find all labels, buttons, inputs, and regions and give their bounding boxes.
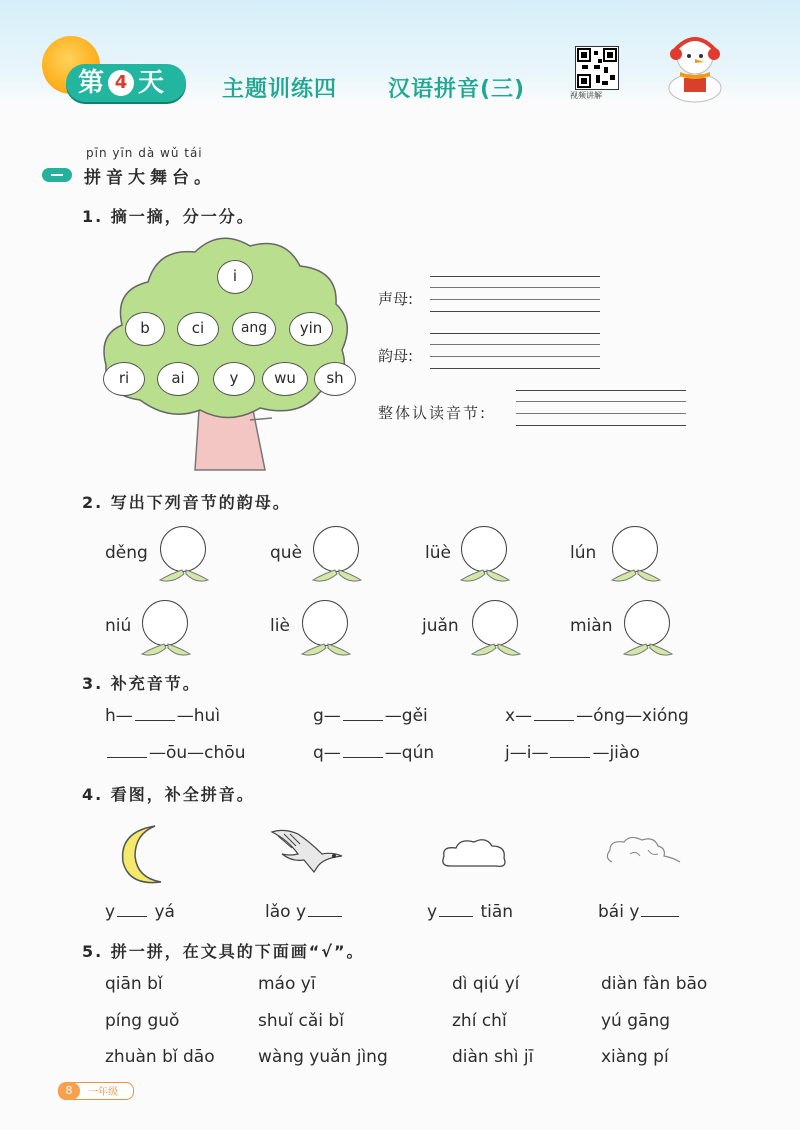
prefix: h— [105,706,133,726]
day-number: 4 [108,70,134,96]
q3-title: 3. 补充音节。 [82,674,201,693]
picture-pinyin-item[interactable] [105,902,175,922]
page-title: 主题训练四 [222,77,338,102]
word-option[interactable]: diàn fàn bāo [601,974,708,994]
apple-item[interactable]: b [125,312,165,346]
suffix: tiān [480,902,514,922]
section-title: 拼音大舞台。 [84,168,216,188]
qr-label: 视频讲解 [570,91,602,100]
word-option[interactable]: dì qiú yí [452,974,520,994]
syllable-label: lún [570,543,597,563]
q1-title: 1. 摘一摘，分一分。 [82,207,255,226]
word-option[interactable]: xiàng pí [601,1047,669,1067]
apple-item[interactable]: ang [232,312,276,346]
suffix: —ōu—chōu [149,743,246,763]
blank-line[interactable] [135,706,175,721]
page-subtitle: 汉语拼音(三) [388,77,526,102]
prefix: y [105,902,116,922]
grade-label: 一年级 [88,1087,118,1098]
fill-syllable-item[interactable] [313,706,428,726]
blank-line[interactable] [107,743,147,758]
word-option[interactable]: píng guǒ [105,1011,180,1031]
apple-item[interactable]: y [213,362,255,396]
blank-line[interactable] [308,902,342,917]
syllable-label: liè [270,616,290,636]
word-option[interactable]: qiān bǐ [105,974,163,994]
fill-syllable-item[interactable] [505,743,640,763]
suffix: —óng—xióng [576,706,689,726]
prefix: q— [313,743,341,763]
blank-line[interactable] [343,743,383,758]
picture-pinyin-item[interactable] [427,902,513,922]
word-option[interactable]: wàng yuǎn jìng [258,1047,388,1067]
suffix: —jiào [592,743,640,763]
blank-line[interactable] [439,902,473,917]
prefix: lǎo y [265,902,307,922]
picture-pinyin-item[interactable] [265,902,344,922]
syllable-label: děng [105,543,148,563]
zhengti-label: 整体认读音节: [378,404,488,422]
suffix: —gěi [384,706,428,726]
word-option[interactable]: yú gāng [601,1011,671,1031]
syllable-label: niú [105,616,132,636]
prefix: j—i— [505,743,549,763]
section-pinyin: pīn yīn dà wǔ tái [86,146,203,160]
yunmu-label: 韵母: [378,347,414,365]
day-label-pre: 第 [78,68,105,98]
fill-syllable-item[interactable] [105,706,220,726]
apple-item[interactable]: ci [177,312,219,346]
prefix: bái y [598,902,640,922]
syllable-label: què [270,543,303,563]
apple-item[interactable]: yin [289,312,333,346]
suffix: yá [154,902,175,922]
word-option[interactable]: zhí chǐ [452,1011,507,1031]
eagle-icon [268,826,348,882]
blank-line[interactable] [534,706,574,721]
picture-pinyin-item[interactable] [598,902,681,922]
word-option[interactable]: diàn shì jī [452,1047,534,1067]
prefix: x— [505,706,533,726]
word-option[interactable]: zhuàn bǐ dāo [105,1047,215,1067]
prefix: y [427,902,438,922]
suffix: —qún [384,743,435,763]
word-option[interactable]: máo yī [258,974,316,994]
blank-line[interactable] [117,902,147,917]
fill-syllable-item[interactable] [505,706,689,726]
white-cloud-icon [604,834,684,870]
apple-item[interactable]: ai [157,362,199,396]
apple-item[interactable]: ri [103,362,145,396]
prefix: g— [313,706,341,726]
blank-line[interactable] [343,706,383,721]
syllable-label: juǎn [422,616,459,636]
blank-line[interactable] [550,743,590,758]
fill-syllable-item[interactable] [105,743,245,763]
q2-title: 2. 写出下列音节的韵母。 [82,493,291,512]
q4-title: 4. 看图，补全拼音。 [82,785,255,804]
apple-item[interactable]: i [217,260,253,294]
cloud-icon [440,836,510,872]
apple-item[interactable]: sh [314,362,356,396]
apple-item[interactable]: wu [262,362,308,396]
moon-icon [115,822,165,888]
q5-title: 5. 拼一拼，在文具的下面画“√”。 [82,942,365,961]
day-label-post: 天 [138,68,165,98]
syllable-label: lüè [425,543,451,563]
shengmu-label: 声母: [378,290,414,308]
suffix: —huì [176,706,221,726]
blank-line[interactable] [641,902,679,917]
page-number: 8 [58,1082,80,1100]
fill-syllable-item[interactable] [313,743,434,763]
syllable-label: miàn [570,616,613,636]
word-option[interactable]: shuǐ cǎi bǐ [258,1011,344,1031]
